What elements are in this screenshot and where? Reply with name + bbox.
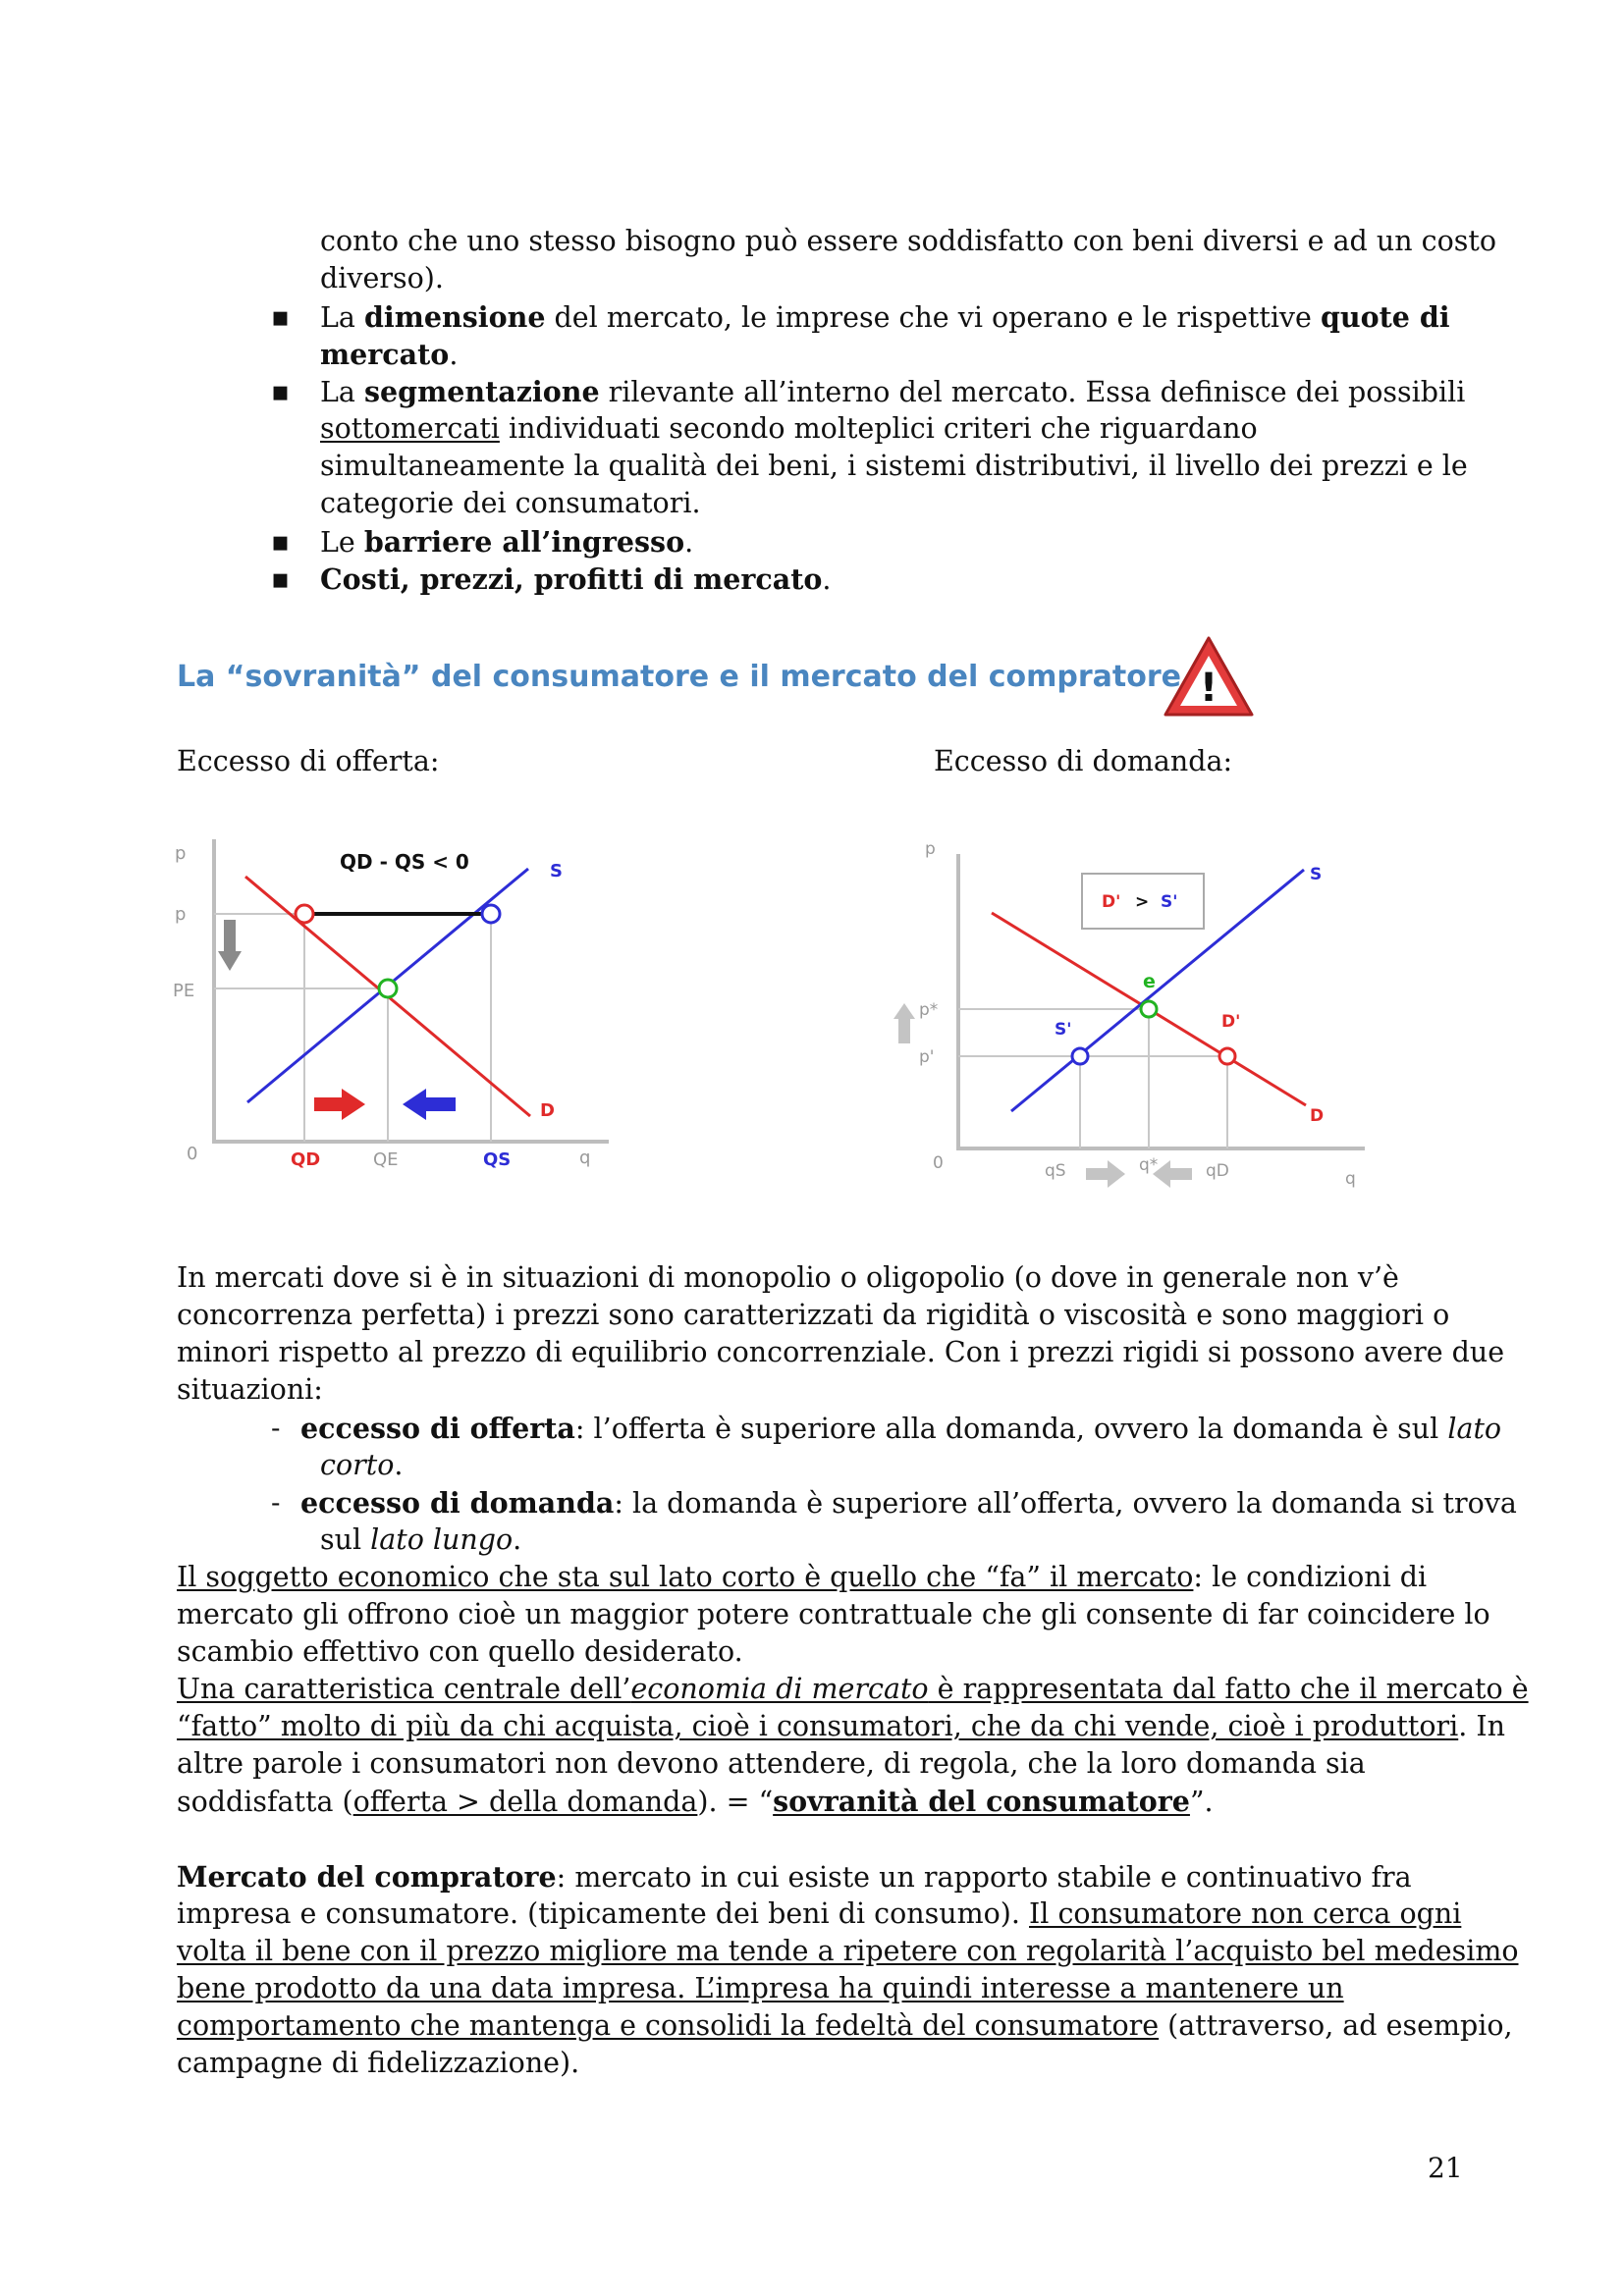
text-line: scambio effettivo con quello desiderato.	[177, 1635, 743, 1668]
up-arrow-icon	[893, 1003, 915, 1043]
bullet: ▪	[271, 562, 290, 595]
svg-text:>: >	[1135, 892, 1150, 912]
svg-text:D': D'	[1221, 1012, 1241, 1032]
svg-text:QE: QE	[373, 1149, 399, 1170]
text-line: bene prodotto da una data impresa. L’impresa ha quindi interesse a mantenere un	[177, 1972, 1344, 2004]
left-arrow-icon	[403, 1089, 456, 1120]
chart-label-right: Eccesso di domanda:	[934, 745, 1233, 777]
point-equilibrium	[1141, 1001, 1157, 1017]
list-item-cont: mercato.	[320, 338, 459, 371]
text-line: In mercati dove si è in situazioni di monopolio o oligopolio (o dove in generale non v’è	[177, 1261, 1399, 1294]
list-item: eccesso di offerta: l’offerta è superiore alla domanda, ovvero la domanda è sul lato	[300, 1412, 1502, 1445]
svg-text:q: q	[579, 1148, 591, 1168]
right-arrow-icon	[1086, 1160, 1125, 1188]
svg-text:p: p	[175, 843, 187, 864]
svg-text:!: !	[1199, 666, 1218, 711]
text-line: concorrenza perfetta) i prezzi sono caratterizzati da rigidità o viscosità e sono maggiori o	[177, 1299, 1450, 1331]
bullet: ▪	[271, 375, 290, 407]
dash: -	[271, 1486, 281, 1519]
text-line: altre parole i consumatori non devono attendere, di regola, che la loro domanda sia	[177, 1747, 1366, 1780]
chart-label-left: Eccesso di offerta:	[177, 745, 440, 777]
svg-text:QS: QS	[483, 1149, 512, 1170]
svg-text:QD - QS < 0: QD - QS < 0	[340, 850, 469, 874]
svg-text:e: e	[1143, 971, 1156, 992]
text-line: comportamento che mantenga e consolidi la fedeltà del consumatore (attraverso, ad esempio,	[177, 2009, 1513, 2042]
left-arrow-icon	[1153, 1160, 1192, 1188]
svg-text:0: 0	[187, 1144, 198, 1164]
svg-text:p: p	[175, 904, 187, 925]
svg-text:D: D	[1310, 1106, 1325, 1126]
svg-text:S': S'	[1161, 892, 1178, 912]
text-line: Una caratteristica centrale dell’economia di mercato è rappresentata dal fatto che il mercato è	[177, 1673, 1529, 1705]
chart-excess-demand	[893, 834, 1375, 1198]
svg-text:q*: q*	[1139, 1155, 1159, 1175]
text-line: volta il bene con il prezzo migliore ma tende a ripetere con regolarità l’acquisto bel medesimo	[177, 1935, 1519, 1967]
list-item: Le barriere all’ingresso.	[320, 525, 694, 559]
chart-excess-supply	[167, 829, 619, 1183]
list-item-cont: corto.	[320, 1449, 404, 1481]
text-line: Mercato del compratore: mercato in cui esiste un rapporto stabile e continuativo fra	[177, 1860, 1412, 1894]
dash: -	[271, 1412, 281, 1444]
svg-text:qS: qS	[1045, 1161, 1066, 1181]
text-line: impresa e consumatore. (tipicamente dei beni di consumo). Il consumatore non cerca ogni	[177, 1897, 1462, 1930]
section-heading: La “sovranità” del consumatore e il mercato del compratore	[177, 660, 1181, 694]
svg-text:p: p	[925, 839, 936, 859]
svg-text:p*: p*	[919, 1000, 939, 1020]
svg-text:S': S'	[1055, 1020, 1072, 1040]
svg-text:0: 0	[933, 1153, 944, 1173]
text-line: mercato gli offrono cioè un maggior potere contrattuale che gli consente di far coincidere lo	[177, 1598, 1490, 1630]
svg-text:QD: QD	[291, 1149, 321, 1170]
text-line: minori rispetto al prezzo di equilibrio concorrenziale. Con i prezzi rigidi si possono avere due	[177, 1336, 1505, 1368]
right-arrow-icon	[314, 1089, 365, 1120]
bullet: ▪	[271, 300, 290, 333]
text-line: soddisfatta (offerta > della domanda). = “sovranità del consumatore”.	[177, 1785, 1214, 1818]
page-number: 21	[1428, 2152, 1463, 2184]
text-line: situazioni:	[177, 1373, 323, 1406]
svg-text:qD: qD	[1206, 1161, 1229, 1181]
list-item-cont: categorie dei consumatori.	[320, 487, 701, 519]
text-line: Il soggetto economico che sta sul lato corto è quello che “fa” il mercato: le condizioni di	[177, 1561, 1428, 1593]
bullet: ▪	[271, 525, 290, 558]
list-item: La segmentazione rilevante all’interno del mercato. Essa definisce dei possibili	[320, 375, 1466, 408]
warning-icon	[1162, 634, 1256, 719]
svg-text:S: S	[1310, 865, 1323, 884]
point-d-prime	[1219, 1048, 1235, 1064]
svg-text:D: D	[540, 1100, 555, 1121]
point-qd	[296, 905, 313, 923]
list-item-cont: sul lato lungo.	[320, 1523, 522, 1556]
svg-text:PE: PE	[173, 981, 195, 1001]
down-arrow-icon	[218, 920, 242, 971]
svg-text:p': p'	[919, 1047, 935, 1067]
svg-text:D': D'	[1102, 892, 1121, 912]
list-item-cont: sottomercati individuati secondo molteplici criteri che riguardano	[320, 412, 1258, 445]
svg-text:q: q	[1345, 1169, 1356, 1189]
list-item-cont: simultaneamente la qualità dei beni, i sistemi distributivi, il livello dei prezzi e le	[320, 450, 1468, 482]
text-line: conto che uno stesso bisogno può essere soddisfatto con beni diversi e ad un costo	[320, 225, 1496, 257]
text-line: campagne di fidelizzazione).	[177, 2047, 580, 2079]
point-s-prime	[1072, 1048, 1088, 1064]
list-item: Costi, prezzi, profitti di mercato.	[320, 562, 832, 596]
text-line: diverso).	[320, 262, 444, 294]
list-item: eccesso di domanda: la domanda è superiore all’offerta, ovvero la domanda si trova	[300, 1486, 1517, 1520]
list-item: La dimensione del mercato, le imprese che vi operano e le rispettive quote di	[320, 300, 1450, 334]
text-line: “fatto” molto di più da chi acquista, cioè i consumatori, che da chi vende, cioè i produttori. In	[177, 1710, 1505, 1742]
point-equilibrium	[379, 980, 397, 997]
svg-text:S: S	[550, 861, 563, 881]
point-qs	[482, 905, 500, 923]
